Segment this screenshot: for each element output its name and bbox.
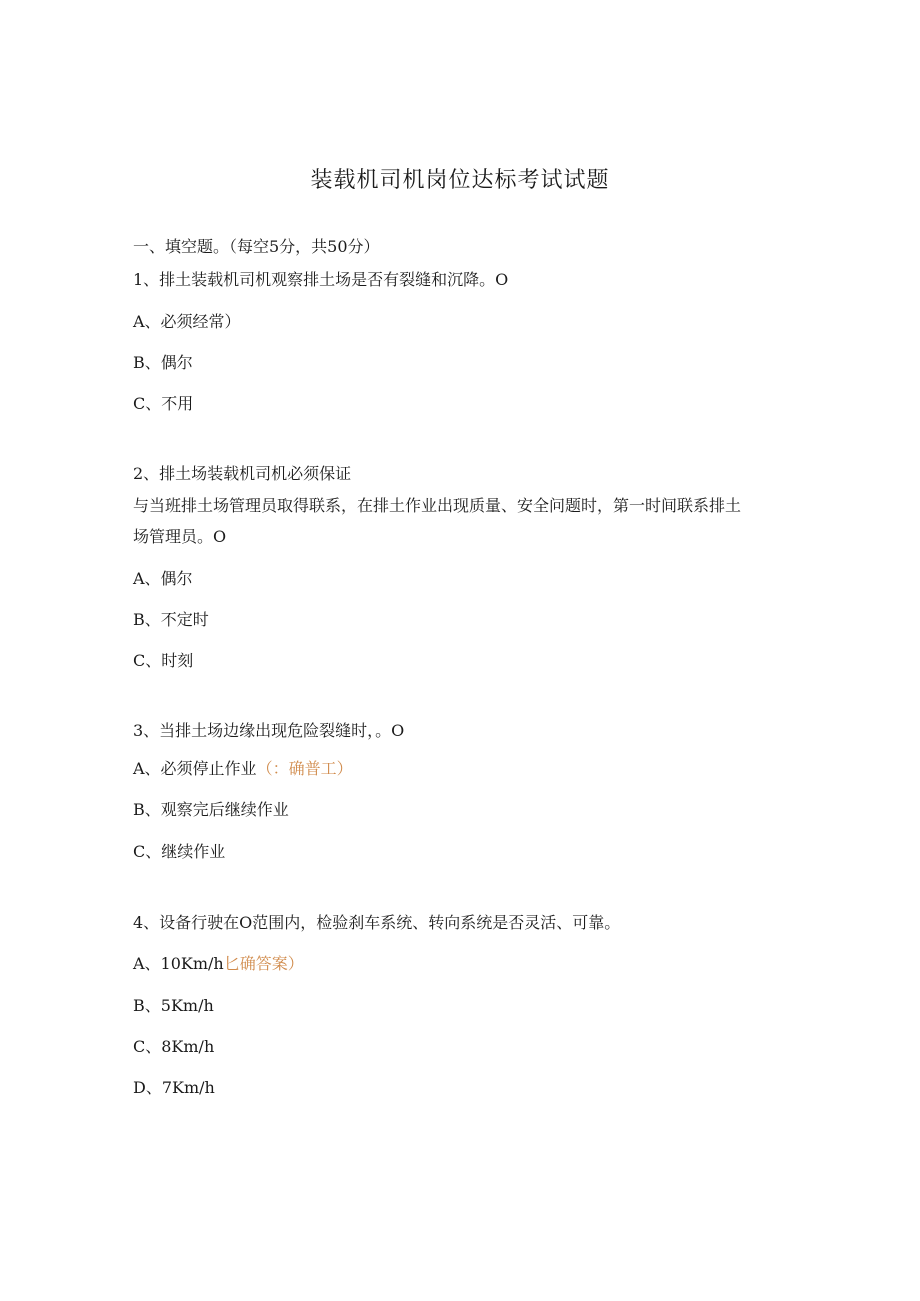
- question-2-option-a: A、偶尔: [133, 569, 193, 588]
- question-1-stem: 1、排土装载机司机观察排土场是否有裂缝和沉降。O: [133, 270, 509, 289]
- question-4-option-d: D、7Km/h: [133, 1078, 215, 1097]
- question-3-option-c: C、继续作业: [133, 842, 226, 861]
- question-2-stem-line2: 与当班排土场管理员取得联系，在排土作业出现质量、安全问题时，第一时间联系排土: [133, 496, 742, 515]
- question-4-option-a-text: A、10Km/h: [133, 954, 224, 973]
- question-3-option-b: B、观察完后继续作业: [133, 800, 289, 819]
- question-3-stem: 3、当排土场边缘出现危险裂缝时，。O: [133, 721, 405, 740]
- question-1-option-c: C、不用: [133, 394, 194, 413]
- question-2-option-c: C、时刻: [133, 651, 194, 670]
- question-2-option-b: B、不定时: [133, 610, 209, 629]
- question-3-option-a: [133, 756, 353, 779]
- question-4-option-b: B、5Km/h: [133, 996, 214, 1015]
- question-4-option-c: C、8Km/h: [133, 1037, 215, 1056]
- question-2-stem: 2、排土场装载机司机必须保证: [133, 464, 352, 483]
- section-heading: 一、填空题。（每空5分，共50分）: [133, 237, 380, 256]
- question-4-option-a: [133, 951, 304, 974]
- answer-note: 匕确答案）: [223, 954, 304, 973]
- answer-note: （：确普工）: [256, 759, 353, 778]
- question-2-stem-line3: 场管理员。O: [133, 527, 227, 546]
- question-3-option-a-text: A、必须停止作业: [133, 759, 257, 778]
- question-1-option-b: B、偶尔: [133, 353, 193, 372]
- question-4-stem: 4、设备行驶在O范围内，检验刹车系统、转向系统是否灵活、可靠。: [133, 913, 621, 932]
- question-1-option-a: A、必须经常）: [133, 312, 241, 331]
- page-title: 装载机司机岗位达标考试试题: [310, 168, 610, 193]
